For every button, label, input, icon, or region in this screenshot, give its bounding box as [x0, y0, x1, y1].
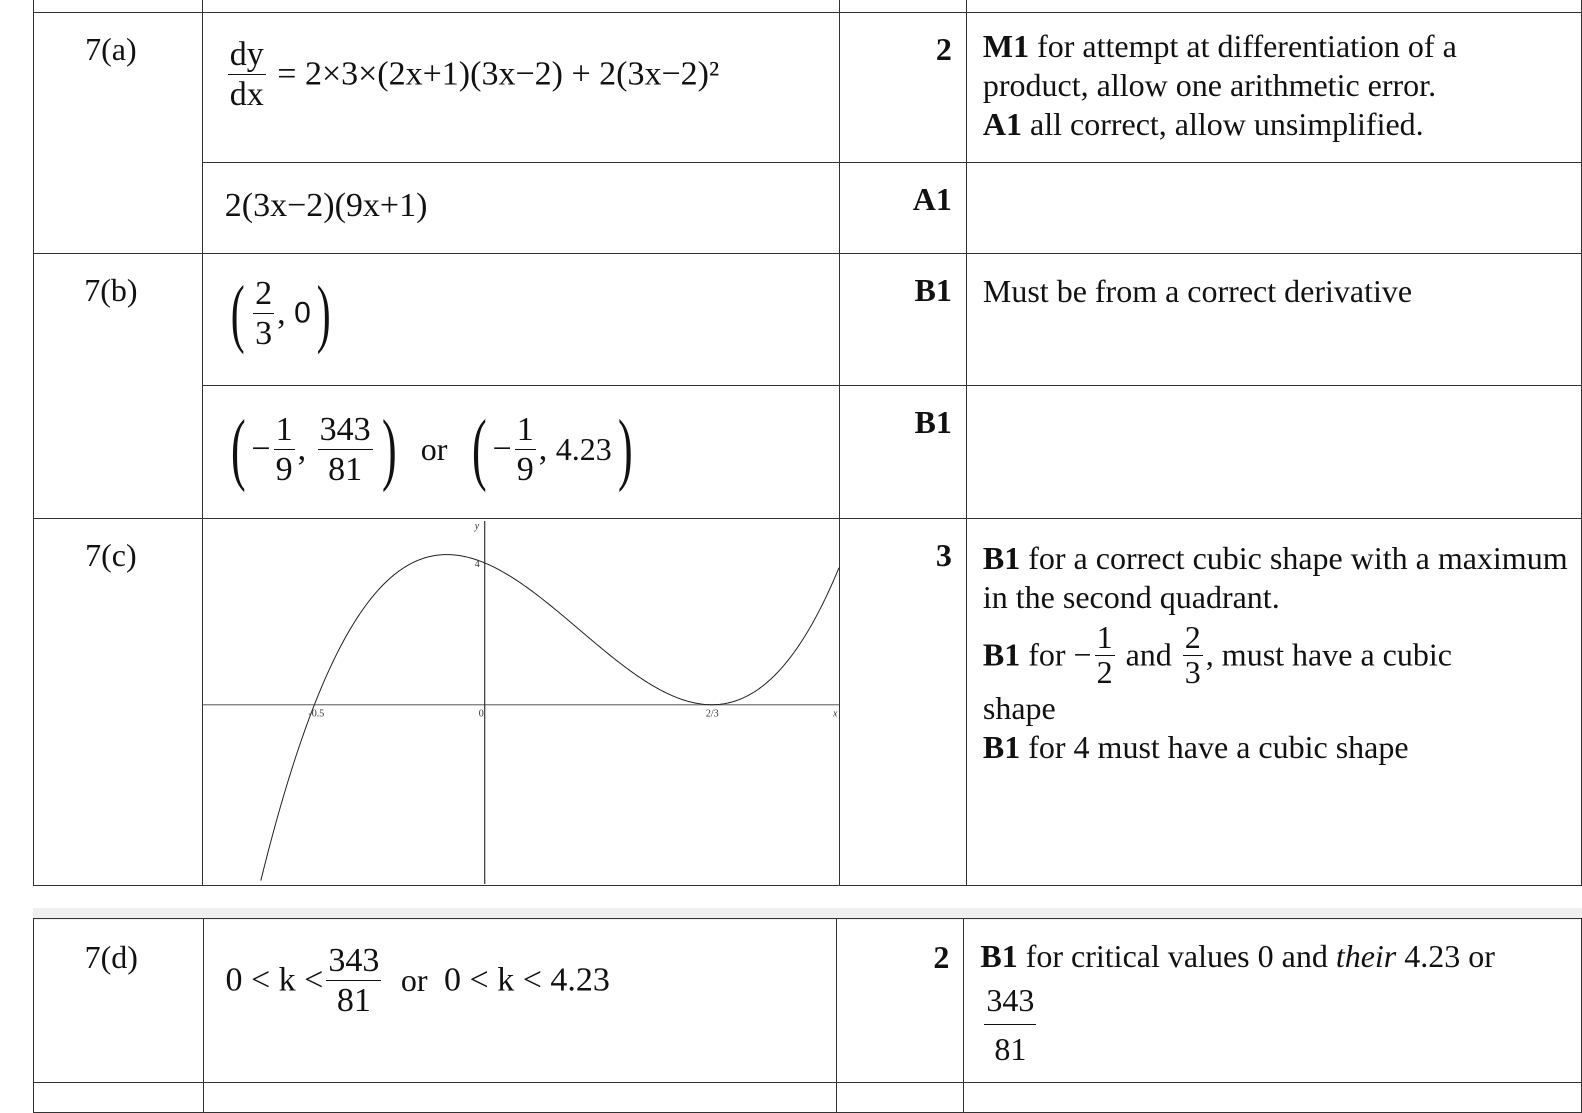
sketch-graph-cell [202, 519, 839, 886]
mark-7b-b1-second: B1 [839, 386, 966, 519]
x-tick-label: 2/3 [705, 708, 719, 720]
mark-scheme-table-upper [33, 0, 1582, 886]
answer-7a-factorised: 2(3x−2)(9x+1) [202, 163, 839, 254]
answer-7b-point-1: ( $\frac{2}{3}$ , 0) [202, 254, 839, 386]
question-number-7b: 7(b) [34, 254, 203, 519]
answer-7b-point-2: ( − $\frac{1}{9}$ , $\frac{343}{81}$ ) or ( − $\frac{1}{9}$ , 4.23) [202, 386, 839, 519]
y-axis-label: y [474, 521, 479, 532]
dy-dx-fraction: $\frac{dy}{dx}$ [229, 36, 264, 114]
answer-7a-derivative [202, 13, 839, 163]
notes-7c: B1 for a correct cubic shape with a maximum in the second quadrant. B1 for − $\frac{1}{2}$ and $\frac{2}{3}$ , must have a cubic shape B1 for 4 must have a cubic shape [966, 519, 1581, 886]
mark-7c-total: 3 [839, 519, 966, 886]
mark-scheme-table-lower [33, 918, 1582, 1113]
x-axis-label: x [832, 708, 838, 720]
notes-7d: B1 for critical values 0 and their 4.23 or $\frac{343}{81}$ [964, 919, 1582, 1083]
mark-7a-a1: A1 [839, 163, 966, 254]
cubic-curve [261, 555, 839, 881]
mark-7a-total: 2 [839, 13, 966, 163]
question-number-7a: 7(a) [34, 13, 203, 254]
x-tick-label: 0 [478, 708, 484, 720]
x-tick-label: -0.5 [308, 708, 325, 720]
derivative-expression: = 2×3×(2x+1)(3x−2) + 2(3x−2)² [277, 55, 720, 93]
question-number-7c: 7(c) [34, 519, 203, 886]
question-number-7d: 7(d) [34, 919, 204, 1083]
notes-7b: Must be from a correct derivative [966, 254, 1581, 386]
y-tick-label: 4 [474, 558, 480, 570]
notes-7a: M1 for attempt at differentiation of a product, allow one arithmetic error. A1 all correct, allow unsimplified. [966, 13, 1581, 163]
mark-7d-total: 2 [836, 919, 964, 1083]
answer-7d: 0 < k < $\frac{343}{81}$ or 0 < k < 4.23 [203, 919, 836, 1083]
cubic-sketch-graph [203, 519, 839, 884]
mark-7b-b1-first: B1 [839, 254, 966, 386]
